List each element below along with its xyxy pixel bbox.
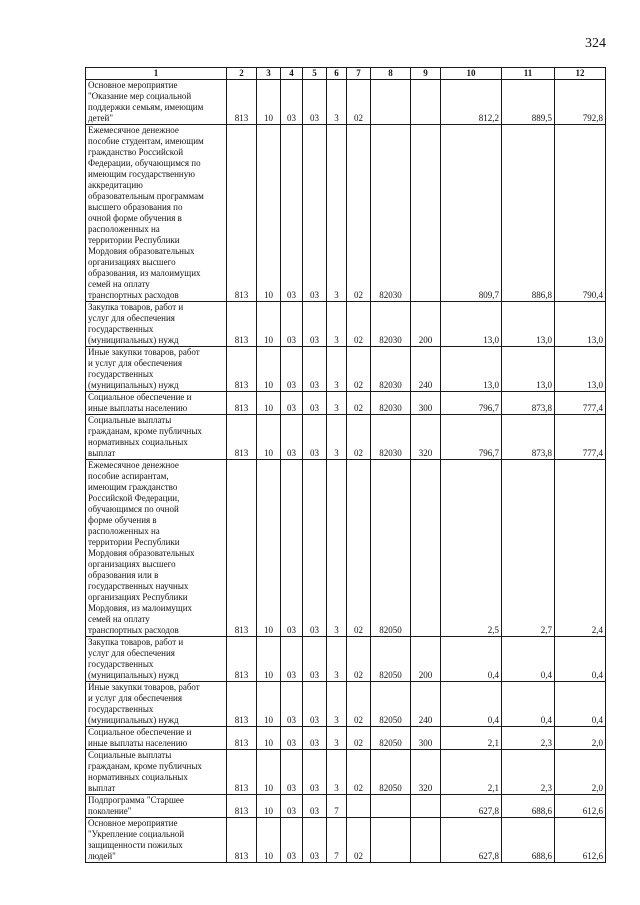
amount-year-2: 886,8 [502,125,555,302]
col-header: 8 [371,68,411,80]
code-direction: 82050 [371,460,411,637]
code-event: 02 [347,125,371,302]
code-program: 03 [303,302,327,347]
code-subsection: 03 [281,460,303,637]
code-subsection: 03 [281,727,303,750]
table-row [86,727,606,750]
code-expense-type [411,818,441,863]
code-subsection: 03 [281,415,303,460]
amount-year-1: 796,7 [441,392,502,415]
page-number: 324 [585,36,606,51]
code-event: 02 [347,727,371,750]
code-subsection: 03 [281,125,303,302]
code-subsection: 03 [281,302,303,347]
code-direction [371,795,411,818]
code-event: 02 [347,347,371,392]
amount-year-3: 2,4 [555,460,606,637]
code-expense-type: 240 [411,347,441,392]
table-row [86,682,606,727]
amount-year-1: 13,0 [441,302,502,347]
code-expense-type: 320 [411,750,441,795]
code-event: 02 [347,460,371,637]
table-row [86,415,606,460]
code-expense-type: 300 [411,727,441,750]
code-section: 10 [257,795,281,818]
col-header: 12 [555,68,606,80]
amount-year-3: 2,0 [555,750,606,795]
amount-year-2: 2,3 [502,727,555,750]
table-row [86,460,606,637]
code-subsection: 03 [281,392,303,415]
table-row [86,125,606,302]
amount-year-1: 2,5 [441,460,502,637]
code-admin: 813 [227,682,257,727]
code-program: 03 [303,125,327,302]
code-event: 02 [347,682,371,727]
code-subsection: 03 [281,80,303,125]
code-subsection: 03 [281,682,303,727]
code-event: 02 [347,415,371,460]
code-subprogram: 7 [327,795,347,818]
amount-year-2: 873,8 [502,415,555,460]
row-name: Ежемесячное денежное пособие студентам, имеющим гражданство Российской Федерации, обучающимся по имеющим государственную аккредитацию образовательным программам высшего образования по очной форме обучения в расположенных на территории Республики Мордовия образовательных организациях высшего образования, из малоимущих семей на оплату транспортных расходов [86,125,227,302]
code-expense-type [411,795,441,818]
code-program: 03 [303,392,327,415]
amount-year-3: 612,6 [555,818,606,863]
code-event: 02 [347,750,371,795]
column-number-header [86,68,606,80]
amount-year-3: 13,0 [555,347,606,392]
code-direction: 82030 [371,347,411,392]
code-program: 03 [303,750,327,795]
code-event: 02 [347,392,371,415]
row-name: Социальное обеспечение и иные выплаты населению [86,727,227,750]
code-admin: 813 [227,392,257,415]
code-section: 10 [257,750,281,795]
amount-year-2: 889,5 [502,80,555,125]
code-subsection: 03 [281,637,303,682]
code-expense-type [411,125,441,302]
code-section: 10 [257,682,281,727]
code-expense-type: 200 [411,637,441,682]
code-subprogram: 3 [327,347,347,392]
table-row [86,392,606,415]
amount-year-3: 777,4 [555,415,606,460]
row-name: Иные закупки товаров, работ и услуг для обеспечения государственных (муниципальных) нужд [86,682,227,727]
code-subprogram: 3 [327,302,347,347]
amount-year-2: 0,4 [502,682,555,727]
col-header: 1 [86,68,227,80]
code-program: 03 [303,682,327,727]
row-name: Закупка товаров, работ и услуг для обеспечения государственных (муниципальных) нужд [86,637,227,682]
amount-year-3: 777,4 [555,392,606,415]
col-header: 7 [347,68,371,80]
row-name: Основное мероприятие "Укрепление социальной защищенности пожилых людей" [86,818,227,863]
amount-year-1: 2,1 [441,727,502,750]
code-direction: 82030 [371,415,411,460]
table-row [86,80,606,125]
budget-table [85,67,606,863]
row-name: Закупка товаров, работ и услуг для обеспечения государственных (муниципальных) нужд [86,302,227,347]
code-program: 03 [303,637,327,682]
code-admin: 813 [227,750,257,795]
amount-year-2: 2,7 [502,460,555,637]
row-name: Основное мероприятие "Оказание мер социальной поддержки семьям, имеющим детей" [86,80,227,125]
col-header: 5 [303,68,327,80]
code-subsection: 03 [281,347,303,392]
code-subprogram: 3 [327,415,347,460]
code-expense-type [411,460,441,637]
code-program: 03 [303,460,327,637]
code-direction: 82050 [371,750,411,795]
code-admin: 813 [227,415,257,460]
row-name: Иные закупки товаров, работ и услуг для обеспечения государственных (муниципальных) нужд [86,347,227,392]
code-program: 03 [303,727,327,750]
row-name: Социальные выплаты гражданам, кроме публичных нормативных социальных выплат [86,750,227,795]
code-direction: 82050 [371,727,411,750]
code-section: 10 [257,637,281,682]
amount-year-1: 796,7 [441,415,502,460]
code-program: 03 [303,347,327,392]
amount-year-2: 873,8 [502,392,555,415]
row-name: Социальное обеспечение и иные выплаты населению [86,392,227,415]
code-subsection: 03 [281,795,303,818]
amount-year-3: 792,8 [555,80,606,125]
code-section: 10 [257,818,281,863]
code-section: 10 [257,460,281,637]
amount-year-1: 627,8 [441,795,502,818]
code-subsection: 03 [281,818,303,863]
code-event: 02 [347,80,371,125]
code-event: 02 [347,637,371,682]
amount-year-1: 627,8 [441,818,502,863]
code-admin: 813 [227,795,257,818]
amount-year-3: 0,4 [555,682,606,727]
amount-year-2: 2,3 [502,750,555,795]
code-section: 10 [257,125,281,302]
code-expense-type: 320 [411,415,441,460]
code-direction: 82050 [371,682,411,727]
amount-year-2: 13,0 [502,302,555,347]
col-header: 6 [327,68,347,80]
code-program: 03 [303,795,327,818]
amount-year-1: 0,4 [441,637,502,682]
code-section: 10 [257,302,281,347]
code-admin: 813 [227,80,257,125]
code-expense-type: 200 [411,302,441,347]
row-name: Ежемесячное денежное пособие аспирантам, имеющим гражданство Российской Федерации, обучающимся по очной форме обучения в расположенных на территории Республики Мордовия образовательных организациях высшего образования или в государственных научных организациях Республики Мордовия, из малоимущих семей на оплату транспортных расходов [86,460,227,637]
code-event: 02 [347,818,371,863]
code-program: 03 [303,415,327,460]
code-admin: 813 [227,460,257,637]
col-header: 9 [411,68,441,80]
code-subprogram: 3 [327,682,347,727]
code-admin: 813 [227,818,257,863]
code-admin: 813 [227,727,257,750]
table-row [86,750,606,795]
amount-year-2: 0,4 [502,637,555,682]
amount-year-2: 13,0 [502,347,555,392]
code-subprogram: 3 [327,727,347,750]
amount-year-2: 688,6 [502,795,555,818]
code-direction: 82030 [371,392,411,415]
code-subprogram: 3 [327,750,347,795]
code-subprogram: 3 [327,125,347,302]
amount-year-3: 790,4 [555,125,606,302]
table-row [86,637,606,682]
amount-year-3: 0,4 [555,637,606,682]
code-event [347,795,371,818]
table-row [86,347,606,392]
code-direction: 82050 [371,637,411,682]
code-subprogram: 3 [327,80,347,125]
amount-year-3: 13,0 [555,302,606,347]
code-section: 10 [257,392,281,415]
code-subprogram: 3 [327,460,347,637]
table-row [86,818,606,863]
code-admin: 813 [227,347,257,392]
code-admin: 813 [227,637,257,682]
code-subprogram: 3 [327,392,347,415]
amount-year-3: 2,0 [555,727,606,750]
code-expense-type: 300 [411,392,441,415]
col-header: 4 [281,68,303,80]
code-subprogram: 7 [327,818,347,863]
table-row [86,302,606,347]
amount-year-1: 809,7 [441,125,502,302]
code-direction [371,818,411,863]
code-direction [371,80,411,125]
code-subprogram: 3 [327,637,347,682]
col-header: 11 [502,68,555,80]
code-admin: 813 [227,302,257,347]
amount-year-1: 2,1 [441,750,502,795]
table-row [86,795,606,818]
code-direction: 82030 [371,125,411,302]
amount-year-3: 612,6 [555,795,606,818]
code-program: 03 [303,80,327,125]
code-admin: 813 [227,125,257,302]
row-name: Социальные выплаты гражданам, кроме публичных нормативных социальных выплат [86,415,227,460]
amount-year-1: 13,0 [441,347,502,392]
code-section: 10 [257,727,281,750]
col-header: 10 [441,68,502,80]
code-direction: 82030 [371,302,411,347]
col-header: 3 [257,68,281,80]
code-expense-type: 240 [411,682,441,727]
code-expense-type [411,80,441,125]
code-subsection: 03 [281,750,303,795]
amount-year-1: 812,2 [441,80,502,125]
row-name: Подпрограмма "Старшее поколение" [86,795,227,818]
amount-year-1: 0,4 [441,682,502,727]
code-section: 10 [257,415,281,460]
col-header: 2 [227,68,257,80]
code-section: 10 [257,347,281,392]
amount-year-2: 688,6 [502,818,555,863]
code-program: 03 [303,818,327,863]
code-section: 10 [257,80,281,125]
code-event: 02 [347,302,371,347]
